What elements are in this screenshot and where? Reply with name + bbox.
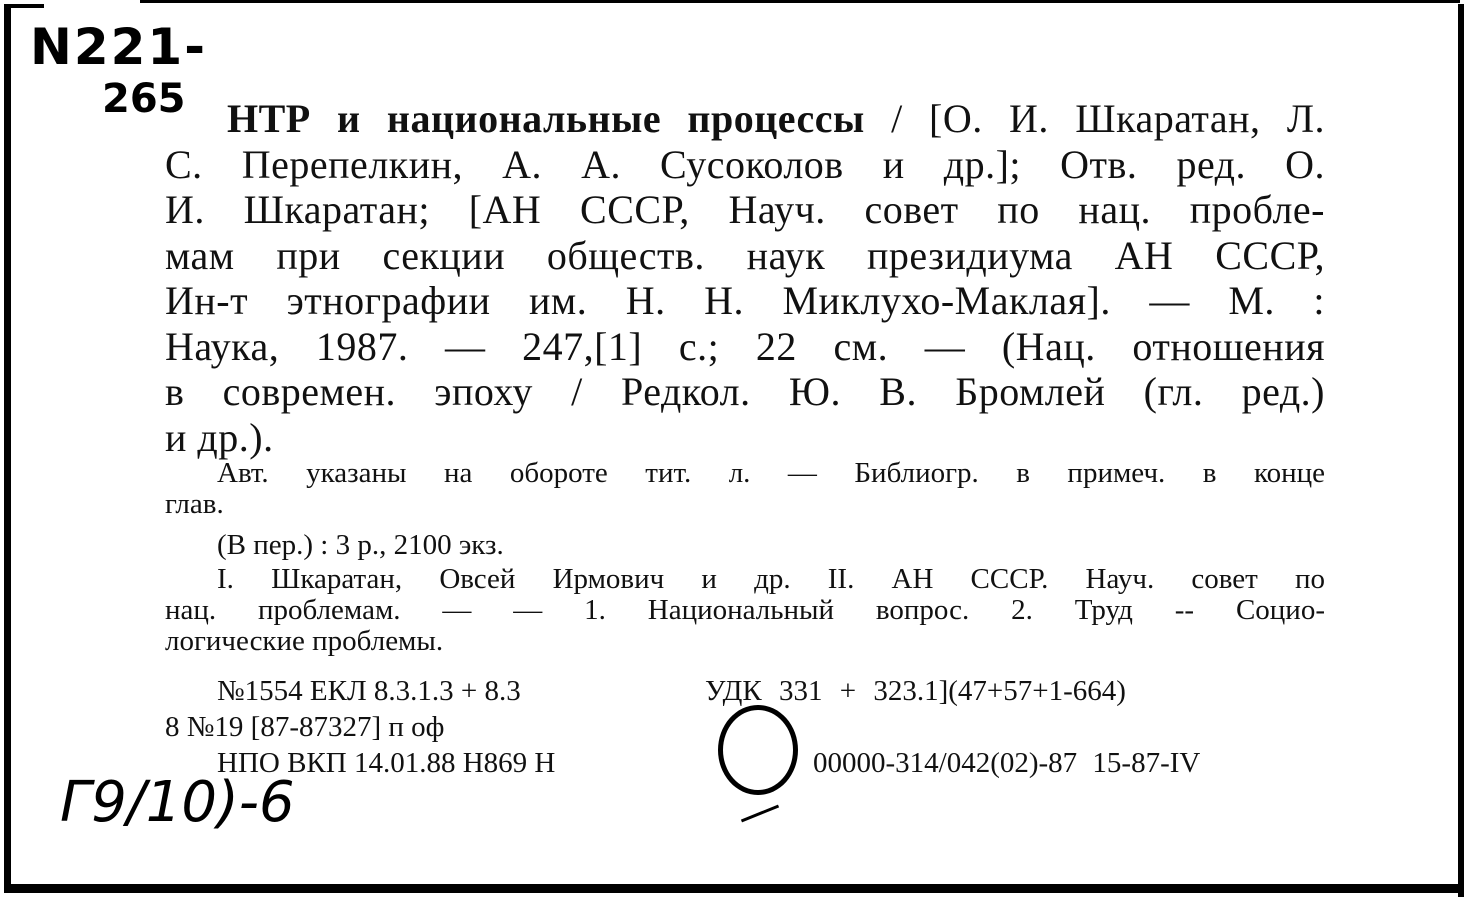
entry-line: НТР и национальные процессы / [О. И. Шкаратан, Л.	[227, 96, 1325, 141]
entry-line: С. Перепелкин, А. А. Сусоколов и др.]; Отв. ред. О.	[165, 141, 1325, 187]
bibliographic-entry	[165, 96, 1325, 460]
card-border-right	[1458, 4, 1464, 897]
price-note: (В пер.) : 3 р., 2100 экз.	[217, 529, 504, 561]
inventory-mark: Г9/10)-6	[60, 770, 295, 835]
codes-line1-left: №1554 ЕКЛ 8.3.1.3 + 8.3	[217, 675, 521, 707]
entry-line: и др.).	[165, 414, 274, 460]
stamp-mark	[741, 805, 779, 823]
entry-line: Ин-т этнографии им. Н. Н. Миклухо-Маклая]. — М. :	[165, 278, 1325, 323]
card-border-bottom	[4, 884, 1464, 893]
entry-line: Наука, 1987. — 247,[1] с.; 22 см. — (Нац. отношения	[165, 323, 1325, 369]
shelf-mark-line2: 265	[102, 76, 186, 122]
entry-line: И. Шкаратан; [АН СССР, Науч. совет по нац. пробле-	[165, 187, 1325, 232]
codes-line2: 8 №19 [87-87327] п оф	[165, 711, 445, 743]
entry-line: в современ. эпоху / Редкол. Ю. В. Бромлей (гл. ред.)	[165, 369, 1325, 414]
tracings: I. Шкаратан, Овсей Ирмович и др. II. АН СССР. Науч. совет по нац. проблемам. — — 1. Национальный вопрос. 2. Труд -- Социо- логические проблемы.	[165, 563, 1325, 657]
codes-line3-left: НПО ВКП 14.01.88 Н869 Н	[217, 747, 556, 779]
library-stamp-circle	[718, 705, 798, 795]
codes-line3-right: 00000-314/042(02)-87 15-87-IV	[813, 747, 1201, 779]
shelf-mark-line1: N221-	[30, 18, 207, 76]
entry-line: мам при секции обществ. наук президиума АН СССР,	[165, 232, 1325, 278]
entry-title: НТР и национальные процессы	[227, 96, 865, 141]
codes-line1-right: УДК 331 + 323.1](47+57+1-664)	[705, 675, 1126, 707]
authors-note: Авт. указаны на обороте тит. л. — Библиогр. в примеч. в конце глав.	[165, 457, 1325, 520]
card-border-top	[140, 0, 1460, 3]
card-border-left	[4, 8, 11, 888]
